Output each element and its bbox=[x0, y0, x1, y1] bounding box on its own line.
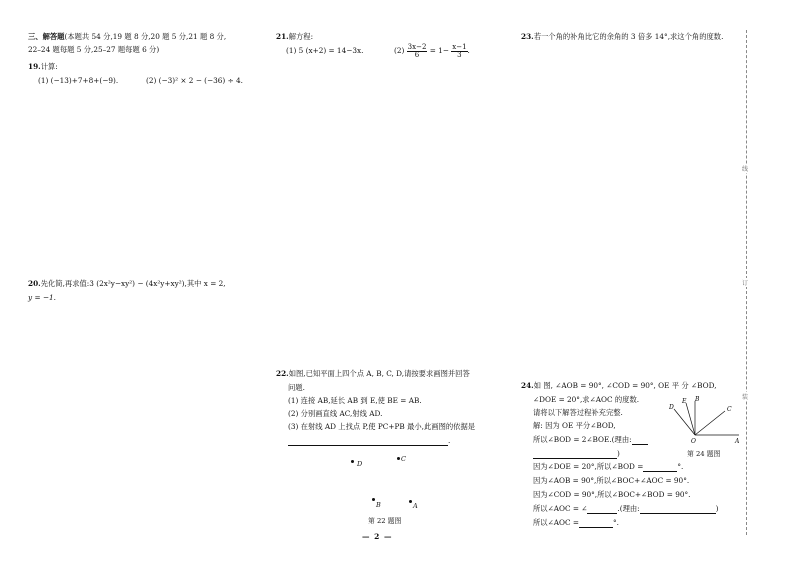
q22-line-2: 问题. bbox=[288, 383, 305, 392]
q22-step-3-end: . bbox=[448, 436, 451, 445]
q24-line-6-text: 因为∠DOE = 20°,所以∠BOD = bbox=[533, 462, 644, 471]
q24-figure-caption: 第 24 题图 bbox=[687, 450, 721, 458]
q21-fraction-2 bbox=[451, 44, 467, 59]
fig-label-a: A bbox=[735, 438, 740, 445]
q21-fraction-1-numerator: 3x−2 bbox=[407, 42, 427, 51]
q22-step-3: (3) 在射线 AD 上找点 P,使 PC+PB 最小,此画图的依据是 bbox=[288, 422, 476, 431]
q24-line-9 bbox=[533, 504, 719, 514]
q21-fraction-1 bbox=[407, 44, 428, 59]
ray-oe bbox=[686, 403, 695, 435]
section-3-desc-2: 22–24 题每题 5 分,25–27 题每题 6 分) bbox=[28, 45, 160, 54]
fig-label-o: O bbox=[691, 438, 696, 445]
q20-text-1: 先化简,再求值:3 (2x²y−xy²) − (4x²y+xy²),其中 x = 2, bbox=[40, 279, 226, 288]
fig-label-d: D bbox=[669, 404, 674, 411]
q21-title: 解方程: bbox=[288, 32, 314, 41]
q22-number: 22. bbox=[276, 369, 289, 378]
q23-line bbox=[521, 32, 723, 42]
q24-angle-figure bbox=[669, 395, 743, 449]
q24-line-9-text: 所以∠AOC = ∠ bbox=[533, 504, 588, 513]
column-left bbox=[28, 0, 263, 567]
q19-heading bbox=[28, 62, 58, 72]
ray-od bbox=[674, 409, 695, 435]
q21-part-2-prefix: (2) bbox=[394, 46, 405, 55]
q23-number: 23. bbox=[521, 32, 534, 41]
q24-line-7: 因为∠AOB = 90°,所以∠BOC+∠AOC = 90°. bbox=[533, 476, 690, 485]
q24-reason-1-blank-b[interactable] bbox=[533, 450, 617, 459]
q24-line-5-close: ) bbox=[617, 449, 620, 458]
q20-line-1 bbox=[28, 279, 226, 289]
q21-part-2-mid: = 1− bbox=[429, 46, 449, 55]
q22-answer-blank[interactable] bbox=[288, 436, 451, 446]
q21-number: 21. bbox=[276, 32, 289, 41]
q22-text-1: 如图,已知平面上四个点 A, B, C, D,请按要求画图并回答 bbox=[288, 369, 470, 378]
point-c-dot bbox=[397, 457, 400, 460]
point-b-label: B bbox=[376, 501, 381, 509]
point-d-label: D bbox=[357, 460, 363, 468]
binding-mark-ding: 订 bbox=[742, 280, 749, 287]
point-d-dot bbox=[351, 460, 354, 463]
q21-part-2 bbox=[394, 42, 470, 60]
q22-answer-line bbox=[288, 436, 450, 446]
q22-figure-caption: 第 22 题图 bbox=[368, 517, 402, 525]
point-a-label: A bbox=[413, 502, 418, 510]
q21-fraction-2-denominator: 3 bbox=[457, 50, 462, 59]
section-3-heading bbox=[28, 32, 226, 42]
q20-number: 20. bbox=[28, 279, 41, 288]
q21-fraction-2-numerator: x−1 bbox=[452, 42, 467, 51]
q24-reason-1-blank-a[interactable] bbox=[632, 436, 648, 445]
q21-fraction-1-denominator: 6 bbox=[414, 50, 420, 59]
q24-line-9-close: ) bbox=[715, 504, 719, 513]
fig-label-b: B bbox=[695, 396, 700, 403]
q24-line-3: 请将以下解答过程补充完整. bbox=[533, 408, 623, 417]
point-b-dot bbox=[372, 498, 375, 501]
q22-step-2: (2) 分别画直线 AC,射线 AD. bbox=[288, 409, 383, 418]
q24-line-9-reason: .(理由: bbox=[617, 504, 640, 513]
q24-line-8: 因为∠COD = 90°,所以∠BOC+∠BOD = 90°. bbox=[533, 490, 691, 499]
q24-line-6 bbox=[533, 462, 683, 472]
q19-part-1: (1) (−13)+7+8+(−9). bbox=[38, 76, 119, 85]
q24-aoc-blank[interactable] bbox=[579, 519, 613, 528]
column-right bbox=[521, 0, 743, 567]
q24-bod-blank[interactable] bbox=[643, 463, 677, 472]
q24-line-6-end: °. bbox=[677, 462, 684, 471]
q19-title: 计算: bbox=[40, 62, 58, 71]
q19-part-2: (2) (−3)² × 2 − (−36) ÷ 4. bbox=[146, 76, 243, 85]
q22-line-1 bbox=[276, 369, 470, 379]
section-3-title: 三、解答题 bbox=[28, 32, 65, 41]
page-number: — 2 — bbox=[362, 532, 393, 541]
q21-heading bbox=[276, 32, 313, 42]
q24-line-2: ∠DOE = 20°,求∠AOC 的度数. bbox=[533, 395, 640, 404]
q24-reason-2-blank[interactable] bbox=[640, 505, 716, 514]
q24-line-5 bbox=[533, 435, 648, 445]
q19-number: 19. bbox=[28, 62, 41, 71]
q24-line-10-end: °. bbox=[612, 518, 619, 527]
q23-text: 若一个角的补角比它的余角的 3 倍多 14°,求这个角的度数. bbox=[533, 32, 724, 41]
binding-mark-zhuang: 装 bbox=[742, 394, 749, 401]
q24-text-1: 如 图, ∠AOB = 90°, ∠COD = 90°, OE 平 分 ∠BOD, bbox=[533, 381, 717, 390]
point-c-label: C bbox=[401, 455, 406, 463]
q21-part-1: (1) 5 (x+2) = 14−3x. bbox=[286, 46, 364, 55]
ray-oc bbox=[695, 411, 725, 435]
fig-label-c: C bbox=[727, 406, 732, 413]
column-middle bbox=[276, 0, 508, 567]
q24-angle-blank[interactable] bbox=[587, 505, 617, 514]
q24-number: 24. bbox=[521, 381, 534, 390]
section-3-desc-1: (本题共 54 分,19 题 8 分,20 题 5 分,21 题 8 分, bbox=[64, 32, 227, 41]
q21-part-2-end: . bbox=[467, 46, 470, 55]
q24-line-10-text: 所以∠AOC = bbox=[533, 518, 579, 527]
q24-line-5-cont bbox=[533, 449, 620, 459]
q24-line-5-text: 所以∠BOD = 2∠BOE.(理由: bbox=[533, 435, 632, 444]
q20-line-2: y = −1. bbox=[28, 293, 56, 302]
binding-mark-xian: 线 bbox=[742, 166, 749, 173]
q22-step-1: (1) 连接 AB,延长 AB 到 E,使 BE = AB. bbox=[288, 396, 422, 405]
point-a-dot bbox=[409, 500, 412, 503]
fig-label-e: E bbox=[682, 398, 687, 405]
q24-line-10 bbox=[533, 518, 619, 528]
q24-line-1 bbox=[521, 381, 717, 391]
q24-line-4: 解: 因为 OE 平分∠BOD, bbox=[533, 421, 616, 430]
